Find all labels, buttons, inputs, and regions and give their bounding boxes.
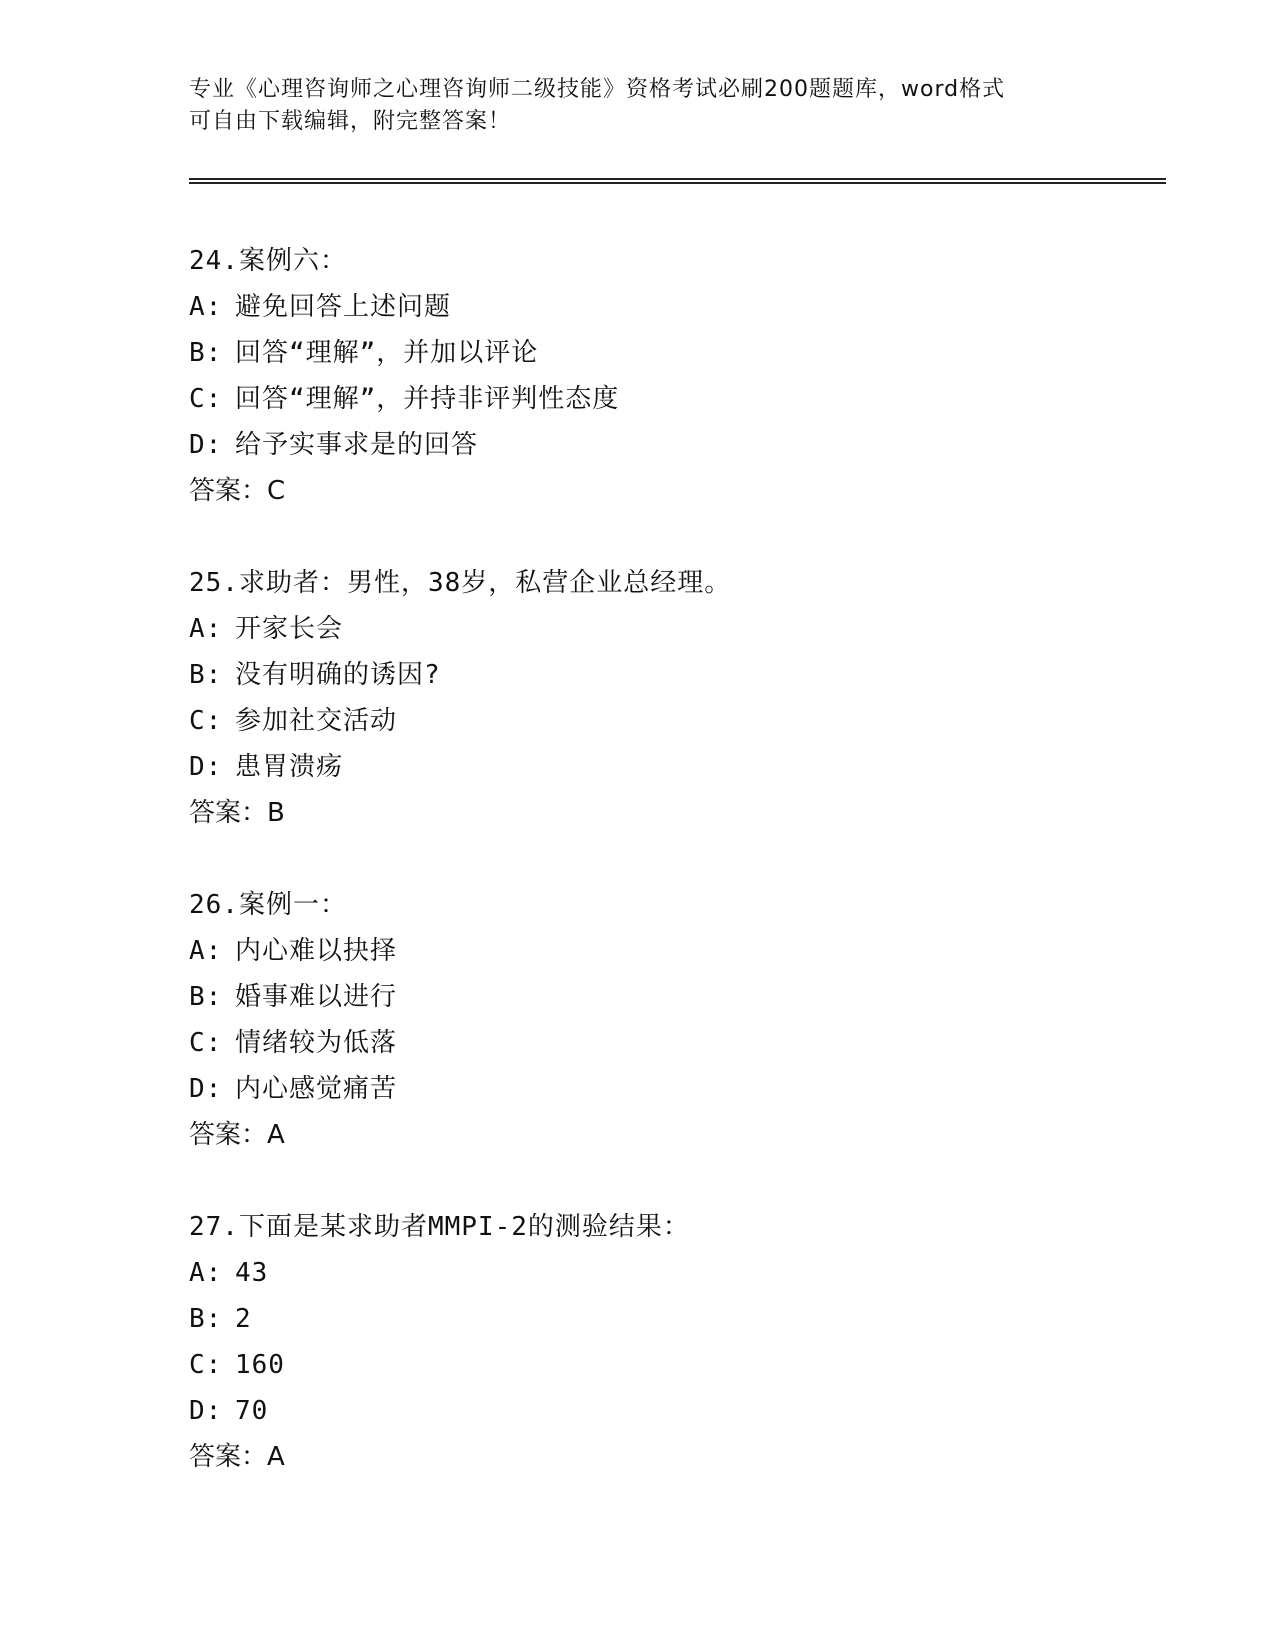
option-d	[189, 422, 1169, 468]
option-text: 婚事难以进行	[235, 982, 398, 1012]
option-text: 2	[235, 1304, 252, 1334]
option-letter: D:	[189, 752, 223, 782]
option-text: 给予实事求是的回答	[235, 430, 479, 460]
header-line-1: 专业《心理咨询师之心理咨询师二级技能》资格考试必刷200题题库，word格式	[189, 77, 1006, 102]
option-b	[189, 652, 1169, 698]
answer-line: 答案：C	[189, 476, 286, 506]
option-text: 70	[235, 1396, 269, 1426]
option-letter: D:	[189, 430, 223, 460]
option-a	[189, 1250, 1169, 1296]
option-text: 没有明确的诱因?	[235, 660, 441, 690]
header-divider	[189, 178, 1166, 184]
answer-line: 答案：A	[189, 1120, 285, 1150]
option-a	[189, 606, 1169, 652]
document-header	[189, 74, 1089, 138]
option-text: 回答“理解”，并持非评判性态度	[235, 384, 620, 414]
question-title: 27.下面是某求助者MMPI-2的测验结果：	[189, 1212, 690, 1242]
option-b	[189, 974, 1169, 1020]
option-a	[189, 928, 1169, 974]
option-text: 避免回答上述问题	[235, 292, 452, 322]
option-letter: B:	[189, 338, 223, 368]
option-letter: C:	[189, 1350, 223, 1380]
option-letter: C:	[189, 384, 223, 414]
option-letter: B:	[189, 982, 223, 1012]
option-letter: A:	[189, 614, 223, 644]
question-title: 26.案例一：	[189, 890, 347, 920]
question-title: 24.案例六：	[189, 246, 347, 276]
option-c	[189, 698, 1169, 744]
option-letter: A:	[189, 1258, 223, 1288]
option-letter: C:	[189, 1028, 223, 1058]
option-c	[189, 1020, 1169, 1066]
option-text: 内心难以抉择	[235, 936, 398, 966]
question-list	[189, 238, 1169, 1526]
option-a	[189, 284, 1169, 330]
option-text: 开家长会	[235, 614, 344, 644]
option-text: 内心感觉痛苦	[235, 1074, 398, 1104]
option-d	[189, 1066, 1169, 1112]
option-letter: D:	[189, 1074, 223, 1104]
option-c	[189, 376, 1169, 422]
question-25	[189, 560, 1169, 836]
question-27	[189, 1204, 1169, 1480]
option-text: 情绪较为低落	[235, 1028, 398, 1058]
option-text: 患胃溃疡	[235, 752, 344, 782]
answer-line: 答案：B	[189, 798, 285, 828]
option-d	[189, 744, 1169, 790]
answer-line: 答案：A	[189, 1442, 285, 1472]
option-letter: A:	[189, 936, 223, 966]
option-text: 回答“理解”，并加以评论	[235, 338, 539, 368]
option-text: 160	[235, 1350, 285, 1380]
option-letter: D:	[189, 1396, 223, 1426]
option-b	[189, 330, 1169, 376]
option-letter: C:	[189, 706, 223, 736]
header-line-2: 可自由下载编辑，附完整答案！	[189, 109, 512, 134]
option-c	[189, 1342, 1169, 1388]
option-b	[189, 1296, 1169, 1342]
option-letter: A:	[189, 292, 223, 322]
question-24	[189, 238, 1169, 514]
option-letter: B:	[189, 660, 223, 690]
question-26	[189, 882, 1169, 1158]
question-title: 25.求助者：男性，38岁，私营企业总经理。	[189, 568, 732, 598]
option-text: 参加社交活动	[235, 706, 398, 736]
option-d	[189, 1388, 1169, 1434]
option-letter: B:	[189, 1304, 223, 1334]
option-text: 43	[235, 1258, 269, 1288]
